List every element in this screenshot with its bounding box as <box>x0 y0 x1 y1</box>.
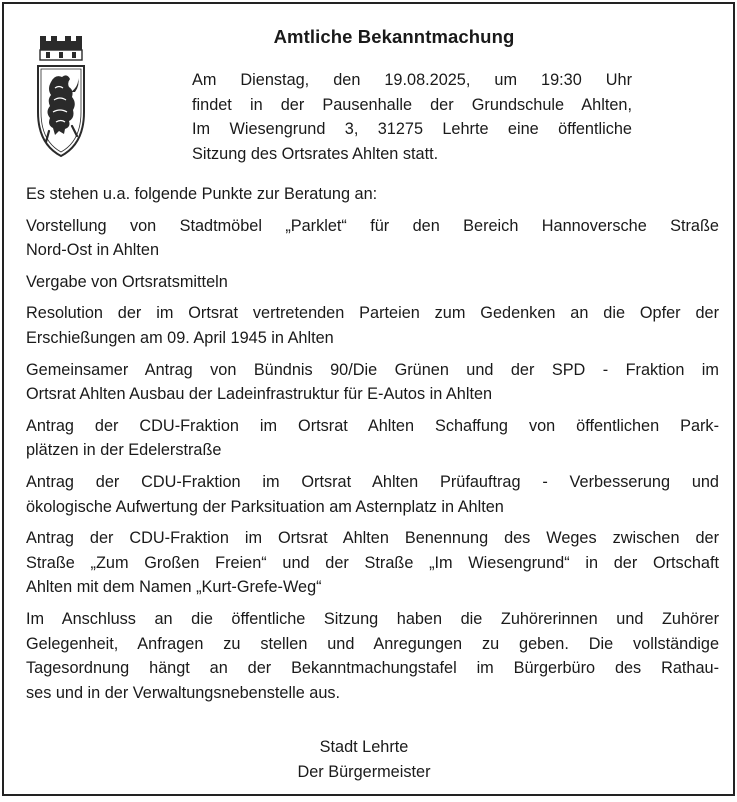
agenda-item <box>26 470 719 519</box>
agenda-item <box>26 270 719 295</box>
notice-frame <box>2 2 735 796</box>
agenda-item <box>26 358 719 407</box>
agenda-item-line: Vorstellung von Stadtmöbel „Parklet“ für den Bereich Hannoversche Straße <box>26 216 719 235</box>
intro-line: Im Wiesengrund 3, 31275 Lehrte eine öffentliche <box>192 120 632 139</box>
agenda-item <box>26 526 719 600</box>
agenda-item <box>26 414 719 463</box>
agenda-item-line: Straße „Zum Großen Freien“ und der Straße „Im Wiesengrund“ in der Ortschaft <box>26 553 719 572</box>
closing-line: ses und in der Verwaltungsnebenstelle aus. <box>26 683 341 702</box>
signature-authority: Stadt Lehrte <box>319 738 409 756</box>
agenda-item-line: Antrag der CDU-Fraktion im Ortsrat Ahlten Benennung des Weges zwischen der <box>26 529 719 548</box>
agenda-item <box>26 214 719 263</box>
agenda-item-line: Ortsrat Ahlten Ausbau der Ladeinfrastruktur für E-Autos in Ahlten <box>26 385 493 404</box>
agenda-item-line: Gemeinsamer Antrag von Bündnis 90/Die Grünen und der SPD - Fraktion im <box>26 360 719 379</box>
signature-block <box>194 735 534 784</box>
agenda-intro-text: Es stehen u.a. folgende Punkte zur Beratung an: <box>26 185 378 203</box>
agenda-item-line: plätzen in der Edelerstraße <box>26 441 222 460</box>
agenda-item-line: Resolution der im Ortsrat vertretenden Parteien zum Gedenken an die Opfer der <box>26 304 719 323</box>
intro-paragraph <box>192 68 632 166</box>
signature-title: Der Bürgermeister <box>297 762 431 781</box>
coat-of-arms-icon <box>34 30 88 160</box>
agenda-intro <box>26 182 719 207</box>
agenda-item-line: Vergabe von Ortsratsmitteln <box>26 272 228 291</box>
intro-line: Am Dienstag, den 19.08.2025, um 19:30 Uhr <box>192 71 632 89</box>
agenda-item-line: Antrag der CDU-Fraktion im Ortsrat Ahlten Schaffung von öffentlichen Park- <box>26 416 719 435</box>
agenda-item-line: Antrag der CDU-Fraktion im Ortsrat Ahlten Prüfauftrag - Verbesserung und <box>26 472 719 491</box>
agenda-item-line: Erschießungen am 09. April 1945 in Ahlten <box>26 328 334 347</box>
agenda-item-line: Ahlten mit dem Namen „Kurt-Grefe-Weg“ <box>26 578 322 597</box>
closing-line: Tagesordnung hängt an der Bekanntmachungstafel im Bürgerbüro des Rathau- <box>26 659 719 678</box>
closing-paragraph <box>26 607 719 705</box>
intro-line: findet in der Pausenhalle der Grundschule Ahlten, <box>192 95 632 114</box>
page-title: Amtliche Bekanntmachung <box>273 26 515 47</box>
agenda-item-line: Nord-Ost in Ahlten <box>26 241 160 260</box>
closing-line: Im Anschluss an die öffentliche Sitzung haben die Zuhörerinnen und Zuhörer <box>26 609 719 628</box>
agenda-item <box>26 301 719 350</box>
intro-line: Sitzung des Ortsrates Ahlten statt. <box>192 144 439 163</box>
notice-body <box>26 182 719 712</box>
agenda-item-line: ökologische Aufwertung der Parksituation am Asternplatz in Ahlten <box>26 497 504 516</box>
closing-line: Gelegenheit, Anfragen zu stellen und Anregungen zu geben. Die vollständige <box>26 634 719 653</box>
